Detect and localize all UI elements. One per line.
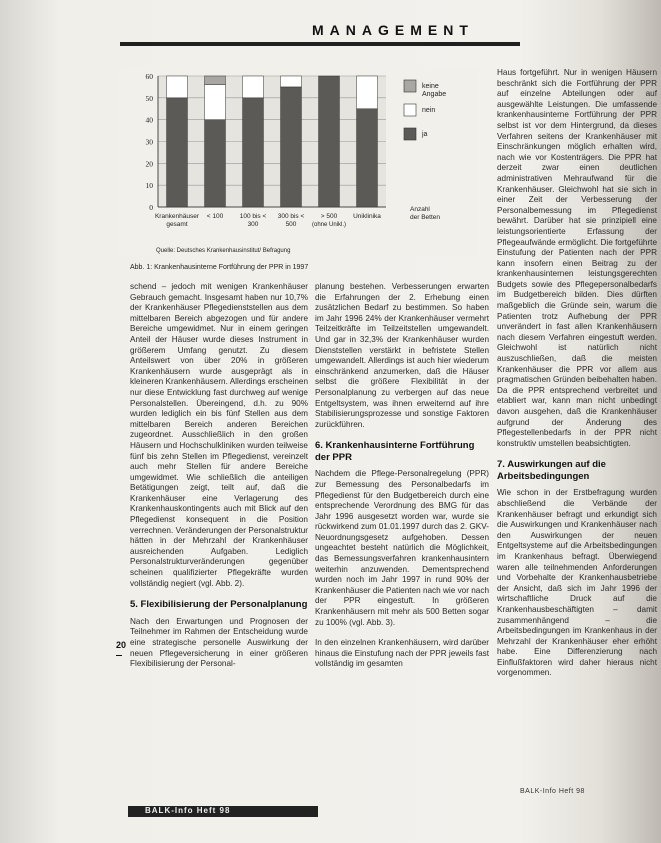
y-tick-label: 30 xyxy=(145,137,153,147)
bar-ja xyxy=(243,98,264,207)
legend-label: nein xyxy=(422,107,436,114)
footer-journal: BALK-Info Heft 98 xyxy=(145,806,231,815)
bar-nein xyxy=(167,76,188,98)
x-tick-label: 100 bis < xyxy=(239,213,267,220)
bar-nein xyxy=(281,76,302,87)
bar-ja xyxy=(319,76,340,207)
paragraph: Nach den Erwartungen und Prognosen der Teilnehmer im Rahmen der Entscheidung wurde eine strategische personelle Auswirkung der neuen Pflegeversicherung in einer größeren Flexibilisierung der Personal- xyxy=(130,616,308,669)
y-tick-label: 60 xyxy=(145,72,153,81)
footer-journal-right: BALK-Info Heft 98 xyxy=(520,788,585,795)
bar-ja xyxy=(357,109,378,207)
bar-ja xyxy=(281,87,302,207)
x-tick-label: Uniklinika xyxy=(353,213,381,220)
bar-ja xyxy=(167,98,188,207)
legend-swatch xyxy=(404,80,416,92)
text-column-3 xyxy=(497,68,657,768)
y-tick-label: 10 xyxy=(145,181,153,191)
axis-label: Anzahl xyxy=(410,206,430,213)
paragraph: planung bestehen. Verbesserungen erwarten die Erfahrungen der 2. Erhebung einen zusätzlichen Bedarf zu bestimmen. So haben im Jahr 1996 24% der Krankenhäuser vermehrt Teilzeitkräfte im Teilzeitstellen umgewandelt. Und gar in 32,3% der Krankenhäuser wurden Dienststellen verstärkt in befristete Stellen umgewandelt. Allerdings ist auch hier wiederum einschränkend anzumerken, daß die Häuser selbst die größere Flexibilität in der Personalplanung zu verbergen auf das neue Entgeltsystem, was ihnen erweiternd auf ihre Stabilisierungsprozesse und sonstige Faktoren zurückführen. xyxy=(315,282,489,429)
bar-nein xyxy=(205,85,226,120)
x-tick-label: 500 xyxy=(285,221,297,228)
paragraph: schend – jedoch mit wenigen Krankenhäuser Gebrauch gemacht. Insgesamt haben nur 10,7% der Krankenhäuser Pflegedienststellen aus dem mittelbaren Bereich abgezogen und für andere Bereiche umgewidmet. Nur in einem geringen Anteil der Häuser wurde dieses Instrument in größerem Umfang genutzt. Zu diesem Anteilswert von über 20% in größeren Krankenhäusern wurde ausgeprägt als in kleineren Krankenhäusern. Allerdings erscheinen nur diese Entwicklung fast durchweg auf wenige Personalstellen. Übereingend, d.h. zu 90% wurden lediglich ein bis fünf Stellen aus dem mittelbaren Bereich anderen Bereichen zugeordnet. Ausschließlich in den großen Häusern und Hochschulkliniken wurden teilweise fünf bis zehn Stellen im Pflegedienst, vereinzelt auch mehr Stellen für andere Bereiche umgewidmet. Wie schließlich die anteiligen Betätigungen zeigt, teilt auf, daß die Krankenhäuser eine Verlagerung des Krankenhauskontingents auch mit Blick auf den Pflegedienst konsequent in die Position verrechnen. Veränderungen der Personalstruktur hätten in der Mehrzahl der Krankenhäuser ausreichenden Aufgaben. Lediglich Personalstrukturveränderungen gegenüber scheinen qualifizierter Pflegekräfte wurden vollständig negiert (vgl. Abb. 2). xyxy=(130,282,308,588)
y-tick-label: 50 xyxy=(145,93,153,103)
figure-caption: Abb. 1: Krankenhausinterne Fortführung der PPR in 1997 xyxy=(130,264,309,271)
x-tick-label: gesamt xyxy=(166,221,188,228)
paragraph: Wie schon in der Erstbefragung wurden abschließend die Verbände der Krankenhäuser befragt und erkundigt sich die Auswirkungen und Krankenhäuser nach den Auswirkungen der neuen Entgeltsysteme auf die Arbeitsbedingungen im Krankenhaus befragt. Überwiegend waren alle teilnehmenden Anforderungen und Vorbehalte der Krankenhausbetriebe der Ansicht, daß sich im Jahr 1996 der wirtschaftliche Druck auf die Krankenhausbeschäftigten – damit zusammenhängend – die Arbeitsbedingungen im Krankenhaus in der Mehrzahl der Krankenhäuser eher erhöht habe. Eine Differenzierung nach Einflußfaktoren wird daher hieraus nicht vorgenommen. xyxy=(497,488,657,678)
legend-label: ja xyxy=(422,131,428,138)
legend-swatch xyxy=(404,104,416,116)
y-tick-label: 40 xyxy=(145,115,153,125)
section-heading: 7. Auswirkungen auf die Arbeitsbedingungen xyxy=(497,459,606,482)
text-column-2 xyxy=(315,282,489,797)
bar-nein xyxy=(243,76,264,98)
bar-nein xyxy=(357,76,378,109)
x-tick-label: < 100 xyxy=(206,213,224,220)
y-tick-label: 20 xyxy=(145,159,153,169)
bar-chart xyxy=(118,68,478,256)
paragraph: Nachdem die Pflege-Personalregelung (PPR) zur Bemessung des Personalbedarfs im Pflegedienst für den Budgetbereich durch eine entsprechende Verordnung des BMG für das Jahr 1996 ausgesetzt worden war, wurde sie rückwirkend zum 01.01.1997 durch das 2. GKV-Neuordnungsgesetz aufgehoben. Dessen ungeachtet besteht natürlich die Möglichkeit, das Bemessungsverfahren krankenhausintern weiterhin anzuwenden. Dementsprechend wurden noch im Jahr 1997 in rund 90% der Krankenhäuser die Patienten nach wie vor nach der PPR eingestuft. In größeren Krankenhäusern mit mehr als 500 Betten sogar zu 100% (vgl. Abb. 3). xyxy=(315,469,489,627)
page-number: 20 xyxy=(116,640,127,650)
legend-swatch xyxy=(404,128,416,140)
axis-label: der Betten xyxy=(410,214,440,221)
bar-keine-angabe xyxy=(205,76,226,85)
legend-label: keine xyxy=(422,83,439,90)
page-number-rule xyxy=(116,655,122,656)
chart-source: Quelle: Deutsches Krankenhausinstitut/ Befragung xyxy=(156,248,291,254)
legend-label: Angabe xyxy=(422,91,447,98)
x-tick-label: > 500 xyxy=(320,213,338,220)
header-rule xyxy=(120,42,520,46)
x-tick-sublabel: (ohne Unikl.) xyxy=(311,222,347,228)
x-tick-label: 300 bis < xyxy=(277,213,305,220)
paragraph: In den einzelnen Krankenhäusern, wird darüber hinaus die Einstufung nach der PPR jeweils fast vollständig im gesamten xyxy=(315,638,489,669)
chart-canvas xyxy=(118,68,478,256)
section-heading: 6. Krankenhausinterne Fortführung der PPR xyxy=(315,440,475,463)
x-tick-label: 300 xyxy=(247,221,259,228)
paragraph: Haus fortgeführt. Nur in wenigen Häusern beschränkt sich die Fortführung der PPR auf einzelne Abteilungen oder auf ausgewählte Leistungen. Die umfassende krankenhausinterne Fortführung der PPR selbst ist vor dem Hintergrund, da dieses Verfahren seitens der Krankenhäuser mit Einschränkungen möglich erhalten wird, nach wie vor Kostenträgers. Die PPR hat derzeit zwar einen deutlichen administrativen Mehraufwand für die Krankenhäuser. Gleichwohl hat sie sich in einer Zeit der Verbesserung der Personalbemessung im Pflegedienst bewährt. Darüber hat sie prinzipiell eine leistungsorientierte Erfassung der Pflegeaufwände ermöglicht. Die fortgeführte Einstufung der Patienten nach der PPR kann insofern einen Beitrag zu der krankenhausinternen leistungsgerechten Budgets sowie des Pflegepersonalbedarfs im Budgetbereich bilden. Dies dürften maßgeblich die Gründe sein, warum die Patienten trotz Aufhebung der PPR unverändert in fast allen Krankenhäusern nach diesem Verfahren eingestuft werden. Gleichwohl ist natürlich nicht auszuschließen, daß die meisten Krankenhäuser die PPR vor allem aus pragmatischen Gründen beibehalten haben. Da die PPR entsprechend verbreitet und etabliert war, kann man nicht unbedingt davon ausgehen, daß die Krankenhäuser aufgrund der Änderung des Pflegestellenbedarfs in der PPR nicht konstruktiv umstellen beabsichtigten. xyxy=(497,68,657,448)
section-header: MANAGEMENT xyxy=(312,22,474,38)
section-heading: 5. Flexibilisierung der Personalplanung xyxy=(130,599,308,611)
text-column-1 xyxy=(130,282,308,797)
bar-ja xyxy=(205,120,226,207)
y-tick-label: 0 xyxy=(149,203,153,212)
x-tick-label: Krankenhäuser xyxy=(154,213,200,220)
